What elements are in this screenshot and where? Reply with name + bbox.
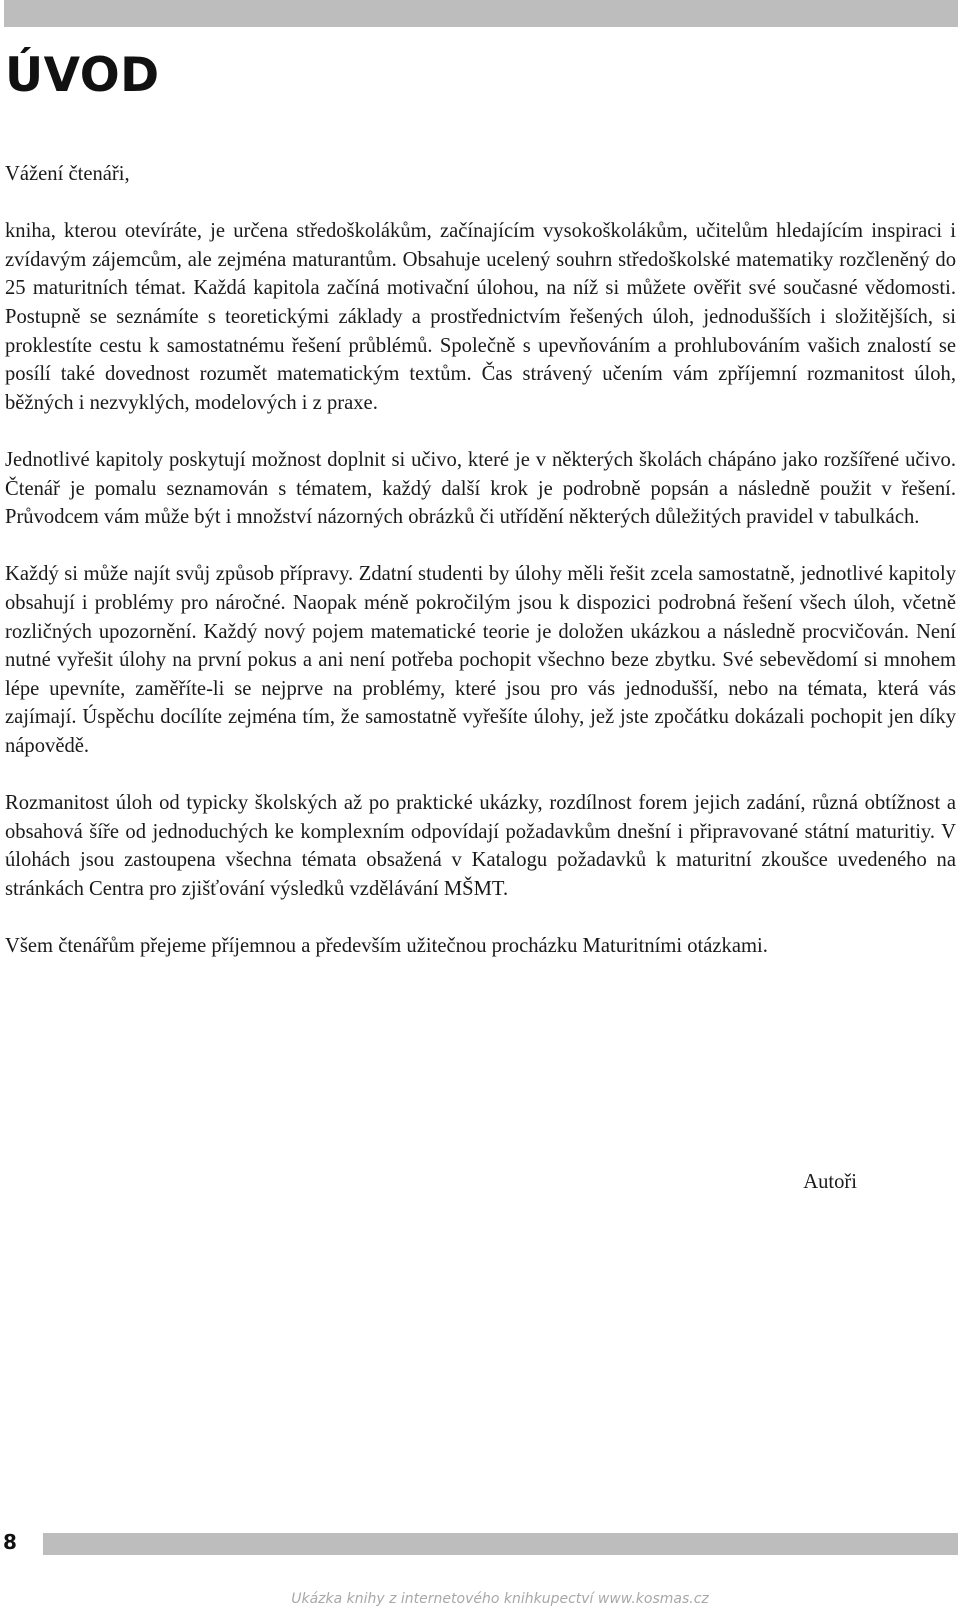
paragraph-variety: Rozmanitost úloh od typicky školských až po praktické ukázky, rozdílnost forem jejich zadání, různá obtížnost a obsahová šíře od jednoduchých ke komplexním odpovídají požadavkům dnešní i připravované státní maturitiy. V úlohách jsou zastoupena všechna témata obsažená v Katalogu požadavků k maturitní zkoušce uvedeného na stránkách Centra pro zjišťování výsledků vzdělávání MŠMT. [5,792,956,900]
watermark: Ukázka knihy z internetového knihkupectví www.kosmas.cz [291,1591,709,1607]
signature: Autoři [803,1171,857,1193]
paragraph-preparation: Každý si může najít svůj způsob přípravy. Zdatní studenti by úlohy měli řešit zcela samostatně, jednotlivé kapitoly obsahují i problémy pro náročné. Naopak méně pokročilým jsou k dispozici podrobná řešení všech úloh, včetně rozličných upozornění. Každý nový pojem matematické teorie je doložen ukázkou a následně procvičován. Není nutné vyřešit úlohy na první pokus a ani není potřeba pochopit všechno beze zbytku. Své sebevědomí si mnohem lépe upevníte, zaměříte-li se nejprve na problémy, které jsou pro vás jednodušší, nebo na témata, která vás zajímají. Úspěchu docílíte zejména tím, že samostatně vyřešíte úlohy, jež jste zpočátku dokázali pochopit jen díky nápovědě. [5,563,956,757]
footer-bar [43,1533,958,1555]
page-number: 8 [3,1530,17,1554]
paragraph-closing: Všem čtenářům přejeme příjemnou a především užitečnou procházku Maturitními otázkami. [5,935,768,958]
page-title: ÚVOD [5,48,160,103]
paragraph-chapters: Jednotlivé kapitoly poskytují možnost doplnit si učivo, které je v některých školách chápáno jako rozšířené učivo. Čtenář je pomalu seznamován s tématem, každý další krok je podrobně popsán a následně použit v řešení. Průvodcem vám může být i množství názorných obrázků či utřídění některých důležitých pravidel v tabulkách. [5,448,956,529]
paragraph-intro: kniha, kterou otevíráte, je určena středoškolákům, začínajícím vysokoškolákům, učitelům hledajícím inspiraci i zvídavým zájemcům, ale zejména maturantům. Obsahuje ucelený souhrn středoškolské matematiky rozčleněný do 25 maturitních témat. Každá kapitola začíná motivační úlohou, na níž si můžete ověřit své současné vědomosti. Postupně se seznámíte s teoretickými základy a prostřednictvím řešených úloh, jednodušších i složitějších, si proklestíte cestu k samostatnému řešení průblémů. Společně s upevňováním a prohlubováním vašich znalostí se posílí také dovednost rozumět matematickým textům. Čas strávený učením vám zpříjemní rozmanitost úloh, běžných i nezvyklých, modelových i z praxe. [5,220,956,414]
header-bar [4,0,958,27]
greeting: Vážení čtenáři, [5,163,130,185]
body-text [5,160,956,989]
